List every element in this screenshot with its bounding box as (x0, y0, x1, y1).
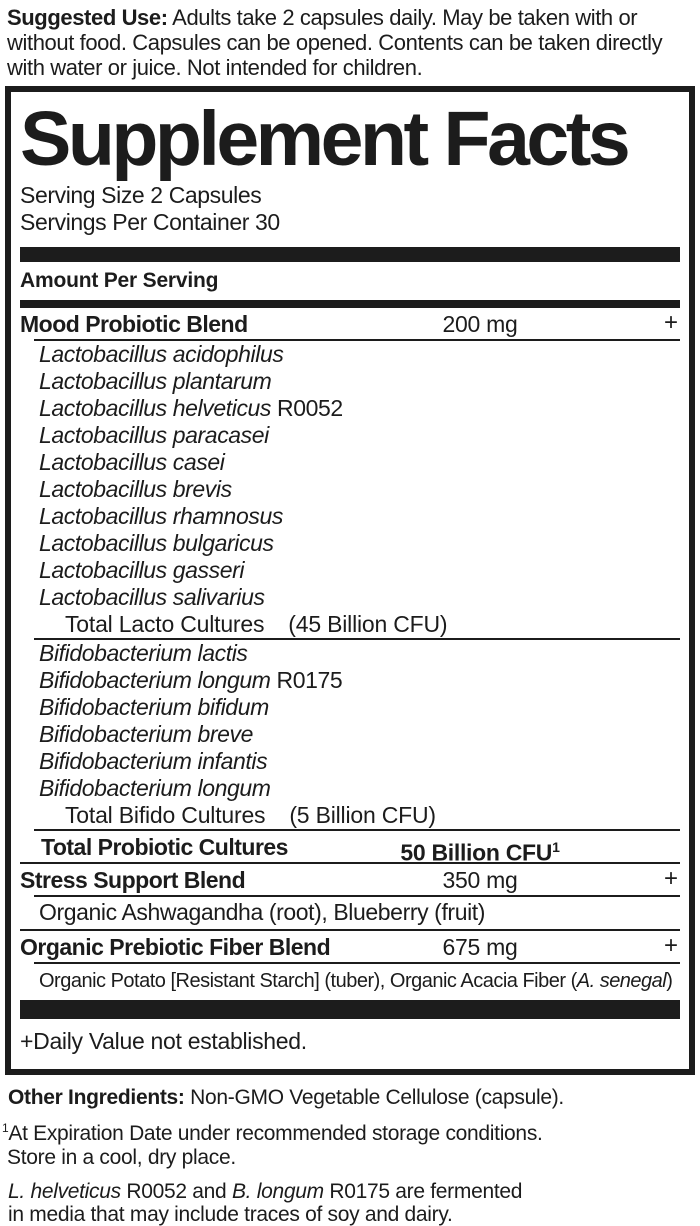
blend-label: Mood Probiotic Blend (20, 311, 248, 337)
blend-row-prebiotic-fiber (20, 931, 680, 962)
allergen-note (0, 1180, 700, 1226)
total-bifido-value: (5 Billion CFU) (289, 802, 436, 828)
species-name: Bifidobacterium breve (39, 721, 254, 747)
species-name: Bifidobacterium longum (39, 775, 271, 801)
allergen-note-line2: in media that may include traces of soy and dairy. (8, 1203, 453, 1226)
species-row (20, 503, 680, 530)
fiber-ingredients-suffix: ) (666, 970, 673, 992)
suggested-use-label: Suggested Use: (7, 5, 168, 30)
divider-thick-bottom (20, 1000, 680, 1019)
storage-footnote-line1: At Expiration Date under recommended storage conditions. (8, 1122, 543, 1145)
total-probiotic-amount-text: 50 Billion CFU (400, 839, 553, 866)
daily-value-symbol: + (663, 865, 678, 892)
fiber-blend-ingredients (20, 964, 680, 1000)
species-name: Lactobacillus casei (39, 449, 225, 475)
blend-label: Organic Prebiotic Fiber Blend (20, 934, 331, 960)
species-name: Lactobacillus paracasei (39, 422, 269, 448)
daily-value-symbol: + (663, 309, 678, 336)
blend-amount: 675 mg (442, 934, 518, 960)
species-name: Lactobacillus gasseri (39, 557, 245, 583)
other-ingredients (0, 1086, 700, 1110)
species-row (20, 368, 680, 395)
total-probiotic-label: Total Probiotic Cultures (41, 834, 288, 860)
species-strain-code: R0052 (271, 395, 343, 421)
total-probiotic-cultures-row (20, 831, 680, 866)
blend-amount: 200 mg (442, 311, 518, 337)
suggested-use-text: Adults take 2 capsules daily. May be taken with or without food. Capsules can be opened. Contents can be taken directly with water or juice. Not intended for children. (7, 5, 663, 80)
species-row (20, 748, 680, 775)
species-name: Lactobacillus salivarius (39, 584, 265, 610)
species-row (20, 476, 680, 503)
total-lacto-value: (45 Billion CFU) (288, 611, 448, 637)
species-row (20, 422, 680, 449)
total-bifido-cultures (20, 802, 680, 829)
footnote-marker: 1 (552, 839, 560, 855)
blend-amount: 350 mg (442, 867, 518, 893)
stress-blend-ingredients: Organic Ashwagandha (root), Blueberry (fruit) (39, 899, 486, 925)
species-name: Lactobacillus brevis (39, 476, 232, 502)
species-name: Lactobacillus rhamnosus (39, 503, 283, 529)
amount-per-serving-header: Amount Per Serving (20, 269, 219, 292)
species-name: Bifidobacterium lactis (39, 640, 248, 666)
daily-value-note: +Daily Value not established. (20, 1028, 307, 1054)
blend-row-mood-probiotic (20, 308, 680, 339)
total-probiotic-amount (350, 834, 610, 866)
other-ingredients-label: Other Ingredients: (8, 1086, 185, 1109)
species-row (20, 667, 680, 694)
species-name: Bifidobacterium bifidum (39, 694, 269, 720)
total-bifido-label: Total Bifido Cultures (65, 802, 266, 828)
species-row (20, 341, 680, 368)
species-row (20, 395, 680, 422)
species-row (20, 640, 680, 667)
allergen-note-line1 (8, 1180, 692, 1203)
other-ingredients-text: Non-GMO Vegetable Cellulose (capsule). (190, 1086, 564, 1109)
species-name: Lactobacillus acidophilus (39, 341, 284, 367)
footnote-marker: 1 (2, 1121, 9, 1135)
divider-thick-top (20, 247, 680, 262)
blend-label: Stress Support Blend (20, 867, 246, 893)
species-row (20, 775, 680, 802)
allergen-text: R0175 are fermented (323, 1180, 523, 1203)
panel-title: Supplement Facts (20, 96, 628, 182)
species-row (20, 530, 680, 557)
species-name: Bifidobacterium longum (39, 667, 271, 693)
fiber-ingredients-species: A. senegal (576, 970, 667, 992)
supplement-facts-panel (5, 86, 695, 1075)
storage-footnote-line2: Store in a cool, dry place. (7, 1146, 236, 1169)
storage-footnote (0, 1116, 700, 1170)
total-lacto-cultures (20, 611, 680, 638)
daily-value-symbol: + (663, 932, 678, 959)
species-name: Lactobacillus plantarum (39, 368, 272, 394)
allergen-text: R0052 and (120, 1180, 232, 1203)
suggested-use (0, 0, 700, 80)
serving-size: Serving Size 2 Capsules (20, 182, 262, 208)
allergen-species: B. longum (231, 1180, 324, 1203)
species-row (20, 721, 680, 748)
species-name: Lactobacillus helveticus (39, 395, 272, 421)
species-row (20, 584, 680, 611)
species-name: Lactobacillus bulgaricus (39, 530, 274, 556)
divider-medium (20, 300, 680, 308)
total-lacto-label: Total Lacto Cultures (65, 611, 265, 637)
species-row (20, 449, 680, 476)
species-name: Bifidobacterium infantis (39, 748, 268, 774)
fiber-ingredients-text: Organic Potato [Resistant Starch] (tuber), Organic Acacia Fiber ( (39, 970, 577, 992)
servings-per-container: Servings Per Container 30 (20, 209, 280, 235)
species-strain-code: R0175 (270, 667, 343, 693)
allergen-species: L. helveticus (8, 1180, 121, 1203)
blend-row-stress-support (20, 864, 680, 895)
species-row (20, 557, 680, 584)
species-row (20, 694, 680, 721)
